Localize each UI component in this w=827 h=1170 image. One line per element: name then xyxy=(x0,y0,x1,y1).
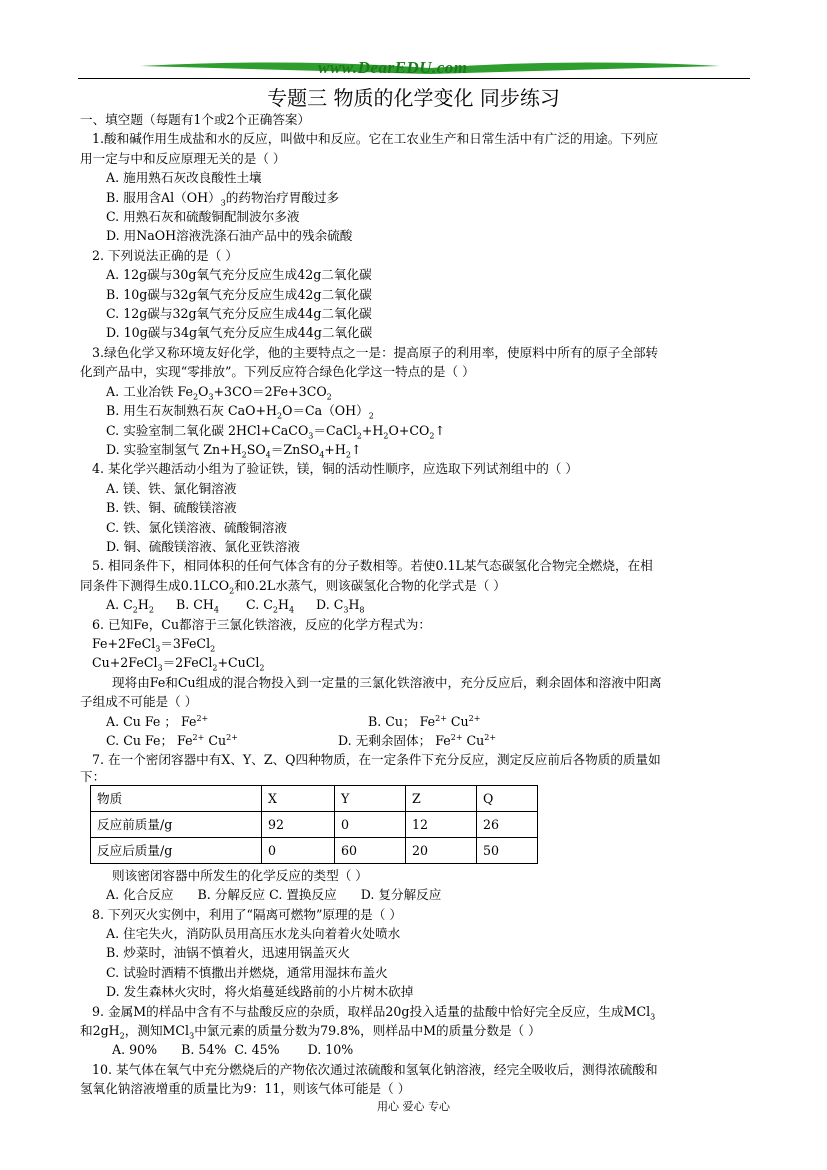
q6-text: 现将由Fe和Cu组成的混合物投入到一定量的三氯化铁溶液中，充分反应后，剩余固体和溶液中阳离 xyxy=(112,674,662,690)
q1-stem: 1.酸和碱作用生成盐和水的反应，叫做中和反应。它在工农业生产和日常生活中有广泛的用途。下列应 xyxy=(92,131,659,147)
q6-equation-1: Fe+2FeCl$_3$＝3FeCl$_2$ xyxy=(92,635,216,654)
q4-option-a: A. 镁、铁、氯化铜溶液 xyxy=(106,480,237,496)
header-rule xyxy=(78,78,750,79)
q2-option-c: C. 12g碳与32g氧气充分反应生成44g二氧化碳 xyxy=(106,306,372,322)
q1-option-b: B. 服用含$Al(OH)_3$的药物治疗胃酸过多 xyxy=(106,189,340,208)
q5-stem: 5. 相同条件下，相同体积的任何气体含有的分子数相等。若使0.1L某气态碳氢化合物完全燃烧，在相 xyxy=(92,558,653,574)
table-row: 反应前质量/g 92 0 12 26 xyxy=(91,811,538,837)
q4-option-c: C. 铁、氯化镁溶液、硫酸铜溶液 xyxy=(106,519,287,535)
q3-option-d: D. 实验室制氢气 $Zn+H_2SO_4=ZnSO_4+H_2↑$ xyxy=(106,441,362,460)
q5-options: A. $C_2H_2$ B. $CH_4$ C. $C_2H_4$ D. $C_3H_8$ xyxy=(106,597,365,615)
q7-stem: 7. 在一个密闭容器中有X、Y、Z、Q四种物质，在一定条件下充分反应，测定反应前后各物质的质量如 xyxy=(92,752,661,768)
q7-options: A. 化合反应 B. 分解反应 C. 置换反应 D. 复分解反应 xyxy=(106,887,442,903)
q7-ask: 则该密闭容器中所发生的化学反应的类型（ ） xyxy=(112,867,368,883)
q6-stem: 6. 已知Fe，Cu都溶于三氯化铁溶液，反应的化学方程式为： xyxy=(92,616,431,632)
q3-option-c: C. 实验室制二氧化碳 $2HCl+CaCO_3=CaCl_2+H_2O+CO_2↑$ xyxy=(106,422,445,441)
q1-option-c: C. 用熟石灰和硫酸铜配制波尔多液 xyxy=(106,209,300,225)
q7-mass-table xyxy=(90,785,538,864)
q6-equation-2: Cu+2FeCl$_3$＝2FeCl$_2$+CuCl$_2$ xyxy=(92,655,265,673)
q10-stem: 10. 某气体在氧气中充分燃烧后的产物依次通过浓硫酸和氢氧化钠溶液，经完全吸收后，测得浓硫酸和 xyxy=(92,1061,658,1077)
q2-option-b: B. 10g碳与32g氧气充分反应生成42g二氧化碳 xyxy=(106,286,372,302)
q2-option-d: D. 10g碳与34g氧气充分反应生成44g二氧化碳 xyxy=(106,325,373,341)
q3-option-b: B. 用生石灰制熟石灰 $CaO+H_2O=Ca(OH)_2$ xyxy=(106,403,374,421)
document-body: 一、填空题（每题有1个或2个正确答案） 1.酸和碱作用生成盐和水的反应，叫做中和反应。它在工农业生产和日常生活中有广泛的用途。下列应 用一定与中和反应原理无关的是（ ） A. 施用熟石灰改良酸性土壤 B. 服用含$Al(OH)_3$的药物治疗胃酸过多 C. 用熟石灰和硫酸铜配制波尔多液 D. 用NaOH溶液洗涤石油产品中的残余硫酸 2. 下列说法正确的是（ ） A. 12g碳与30g氧气充分反应生成42g二氧化碳 B. 10g碳与32g氧气充分反应生成42g二氧化碳 C. 12g碳与32g氧气充分反应生成44g二氧化碳 D. 10g碳与34g氧气充分反应生成44g二氧化碳 3.绿色化学又称环境友好化学，他的主要特点之一是：提高原子的利用率，使原料中所有的原子全部转 化到产品中，实现“零排放”。下列反应符合绿色化学这一特点的是（ ） A. 工业冶铁 $Fe_2O_3+3CO=2Fe+3CO_2$ B. 用生石灰制熟石灰 $CaO+H_2O=Ca(OH)_2$ C. 实验室制二氧化碳 $2HCl+CaCO_3=CaCl_2+H_2O+CO_2↑$ D. 实验室制氢气 $Zn+H_2SO_4=ZnSO_4+H_2↑$ 4. 某化学兴趣活动小组为了验证铁，镁，铜的活动性顺序，应选取下列试剂组中的（ ） A. 镁、铁、氯化铜溶液 B. 铁、铜、硫酸镁溶液 C. 铁、氯化镁溶液、硫酸铜溶液 D. 铜、硫酸镁溶液、氯化亚铁溶液 5. 相同条件下，相同体积的任何气体含有的分子数相等。若使0.1L某气态碳氢化合物完全燃烧，在相 同条件下测得生成$0.1LCO_2$和0.2L水蒸气，则该碳氢化合物的化学式是（ ） A. $C_2H_2$ B. $CH_4$ C. $C_2H_4$ D. $C_3H_8$ 6. 已知Fe，Cu都溶于三氯化铁溶液，反应的化学方程式为： Fe+2FeCl$_3$＝3FeCl$_2$ Cu+2FeCl$_3$＝2FeCl$_2$+CuCl$_2$ 现将由Fe和Cu组成的混合物投入到一定量的三氯化铁溶液中，充分反应后，剩余固体和溶液中阳离 子组成不可能是（ ） A. Cu Fe ； $Fe^{2+}$ B. Cu； $Fe^{2+}$ $Cu^{2+}$ C. Cu Fe； $Fe^{2+}$ $Cu^{2+}$ D. 无剩余固体； $Fe^{2+}$ $Cu^{2+}$ 7. 在一个密闭容器中有X、Y、Z、Q四种物质，在一定条件下充分反应，测定反应前后各物质的质量如 下： 物质 X Y Z Q 反应前质量/g 92 0 12 26 反应后质量/g 0 60 20 50 则该密闭容器中所发生的化学反应的类型（ ） A. 化合反应 B. 分解反应 C. 置换反应 D. 复分解反应 8. 下列灭火实例中，利用了“隔离可燃物”原理的是（ ） A. 住宅失火，消防队员用高压水龙头向着着火处喷水 B. 炒菜时，油锅不慎着火，迅速用锅盖灭火 C. 试验时酒精不慎撒出并燃烧，通常用湿抹布盖火 D. 发生森林火灾时，将火焰蔓延线路前的小片树木砍掉 9. 金属M的样品中含有不与盐酸反应的杂质，取样品20g投入适量的盐酸中恰好完全反应，生成MCl$_3$ 和$2gH_2$，测知MCl$_3$中氯元素的质量分数为79.8%，则样品中M的质量分数是（ ） A. 90% B. 54% C. 45% D. 10% 10. 某气体在氧气中充分燃烧后的产物依次通过浓硫酸和氢氧化钠溶液，经完全吸收后，测得浓硫酸和 氢氧化钠溶液增重的质量比为9：11，则该气体可能是（ ） xyxy=(80,110,750,1099)
q1-option-d: D. 用NaOH溶液洗涤石油产品中的残余硫酸 xyxy=(106,228,353,244)
q9-stem: 9. 金属M的样品中含有不与盐酸反应的杂质，取样品20g投入适量的盐酸中恰好完全反应，生成MCl$_3$ xyxy=(92,1003,656,1022)
q8-option-b: B. 炒菜时，油锅不慎着火，迅速用锅盖灭火 xyxy=(106,945,350,961)
q8-option-c: C. 试验时酒精不慎撒出并燃烧，通常用湿抹布盖火 xyxy=(106,964,388,980)
page-footer: 用心 爱心 专心 xyxy=(377,1100,450,1113)
q8-stem: 8. 下列灭火实例中，利用了“隔离可燃物”原理的是（ ） xyxy=(92,906,402,922)
table-row: 反应后质量/g 0 60 20 50 xyxy=(91,837,538,863)
q3-option-a: A. 工业冶铁 $Fe_2O_3+3CO=2Fe+3CO_2$ xyxy=(106,383,332,402)
q4-stem: 4. 某化学兴趣活动小组为了验证铁，镁，铜的活动性顺序，应选取下列试剂组中的（ ） xyxy=(92,461,578,477)
q3-stem: 3.绿色化学又称环境友好化学，他的主要特点之一是：提高原子的利用率，使原料中所有的原子全部转 xyxy=(92,344,659,360)
q6-options-ab: A. Cu Fe ； $Fe^{2+}$ B. Cu； $Fe^{2+}$ $Cu^{2+}$ xyxy=(106,713,481,729)
q8-option-a: A. 住宅失火，消防队员用高压水龙头向着着火处喷水 xyxy=(106,926,401,942)
section-heading: 一、填空题（每题有1个或2个正确答案） xyxy=(80,112,311,127)
q6-options-cd: C. Cu Fe； $Fe^{2+}$ $Cu^{2+}$ D. 无剩余固体； $Fe^{2+}$ $Cu^{2+}$ xyxy=(106,732,497,748)
q2-option-a: A. 12g碳与30g氧气充分反应生成42g二氧化碳 xyxy=(106,267,372,283)
table-header-row: 物质 X Y Z Q xyxy=(91,785,538,811)
q2-stem: 2. 下列说法正确的是（ ） xyxy=(92,247,238,263)
q4-option-b: B. 铁、铜、硫酸镁溶液 xyxy=(106,500,237,516)
site-name: www.DearEDU.com xyxy=(318,58,468,77)
q1-option-a: A. 施用熟石灰改良酸性土壤 xyxy=(106,170,262,186)
q9-options: A. 90% B. 54% C. 45% D. 10% xyxy=(112,1042,354,1058)
q4-option-d: D. 铜、硫酸镁溶液、氯化亚铁溶液 xyxy=(106,538,300,554)
page-title: 专题三 物质的化学变化 同步练习 xyxy=(267,86,560,110)
q8-option-d: D. 发生森林火灾时，将火焰蔓延线路前的小片树木砍掉 xyxy=(106,984,414,1000)
